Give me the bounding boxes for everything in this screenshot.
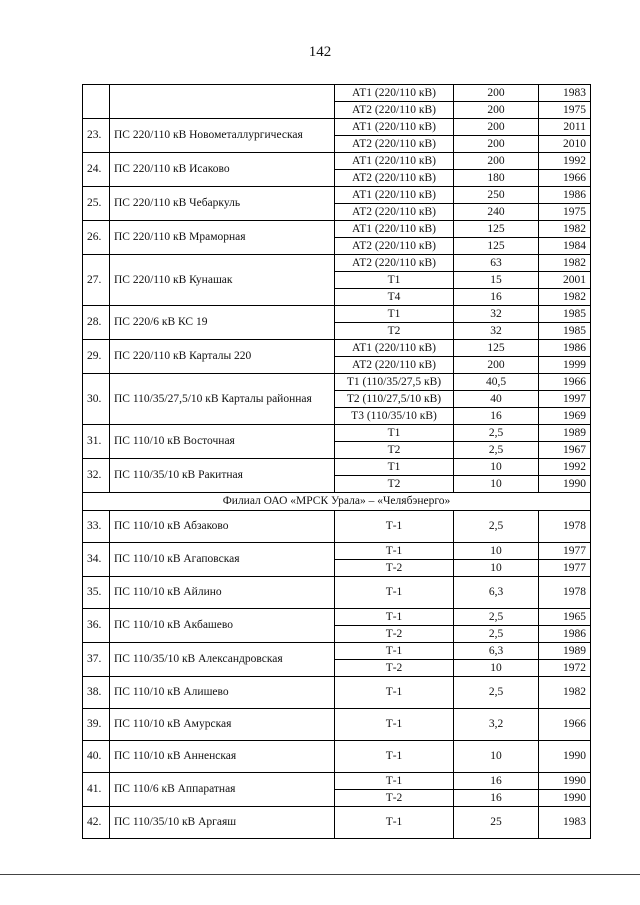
table-row	[83, 306, 591, 323]
transformer-cell: Т-1	[335, 577, 454, 609]
year-cell: 1992	[539, 153, 591, 170]
power-cell: 200	[454, 85, 539, 102]
transformer-cell: АТ1 (220/110 кВ)	[335, 119, 454, 136]
row-number: 36.	[83, 609, 110, 643]
substation-name: ПС 110/35/10 кВ Ракитная	[110, 459, 335, 493]
year-cell: 1985	[539, 306, 591, 323]
row-number: 30.	[83, 374, 110, 425]
year-cell: 1983	[539, 807, 591, 839]
year-cell: 2011	[539, 119, 591, 136]
table-row	[83, 119, 591, 136]
transformer-cell: Т1	[335, 459, 454, 476]
power-cell: 16	[454, 408, 539, 425]
power-cell: 125	[454, 238, 539, 255]
year-cell: 1986	[539, 187, 591, 204]
row-number: 34.	[83, 543, 110, 577]
transformer-cell: Т2 (110/27,5/10 кВ)	[335, 391, 454, 408]
transformer-cell: Т4	[335, 289, 454, 306]
table-row	[83, 577, 591, 609]
power-cell: 32	[454, 306, 539, 323]
year-cell: 1990	[539, 741, 591, 773]
year-cell: 1990	[539, 773, 591, 790]
power-cell: 2,5	[454, 442, 539, 459]
year-cell: 1986	[539, 626, 591, 643]
transformer-cell: АТ1 (220/110 кВ)	[335, 221, 454, 238]
year-cell: 1975	[539, 102, 591, 119]
power-cell: 3,2	[454, 709, 539, 741]
transformer-cell: Т-1	[335, 543, 454, 560]
power-cell: 200	[454, 136, 539, 153]
row-number: 38.	[83, 677, 110, 709]
section-title: Филиал ОАО «МРСК Урала» – «Челябэнерго»	[83, 493, 591, 511]
power-cell: 2,5	[454, 609, 539, 626]
transformer-cell: Т-1	[335, 807, 454, 839]
transformer-cell: Т1 (110/35/27,5 кВ)	[335, 374, 454, 391]
transformer-cell: Т-2	[335, 626, 454, 643]
transformer-cell: Т-1	[335, 511, 454, 543]
transformer-cell: Т-1	[335, 773, 454, 790]
transformer-cell: Т2	[335, 323, 454, 340]
year-cell: 1966	[539, 374, 591, 391]
substation-name: ПС 220/110 кВ Исаково	[110, 153, 335, 187]
transformer-cell: АТ2 (220/110 кВ)	[335, 204, 454, 221]
transformer-cell: Т1	[335, 425, 454, 442]
transformer-cell: Т2	[335, 442, 454, 459]
power-cell: 10	[454, 459, 539, 476]
row-number: 39.	[83, 709, 110, 741]
substation-name: ПС 110/10 кВ Айлино	[110, 577, 335, 609]
substation-name: ПС 220/110 кВ Мраморная	[110, 221, 335, 255]
substation-name: ПС 110/6 кВ Аппаратная	[110, 773, 335, 807]
power-cell: 10	[454, 476, 539, 493]
substation-name: ПС 110/35/10 кВ Александровская	[110, 643, 335, 677]
substation-name: ПС 110/10 кВ Абзаково	[110, 511, 335, 543]
substation-name: ПС 110/35/10 кВ Аргаяш	[110, 807, 335, 839]
power-cell: 125	[454, 340, 539, 357]
row-number: 23.	[83, 119, 110, 153]
transformer-cell: Т3 (110/35/10 кВ)	[335, 408, 454, 425]
power-cell: 16	[454, 773, 539, 790]
row-number: 42.	[83, 807, 110, 839]
row-number: 41.	[83, 773, 110, 807]
year-cell: 1990	[539, 790, 591, 807]
row-number: 27.	[83, 255, 110, 306]
table-row	[83, 643, 591, 660]
transformer-cell: Т-1	[335, 677, 454, 709]
table-row	[83, 153, 591, 170]
power-cell: 200	[454, 119, 539, 136]
row-number: 31.	[83, 425, 110, 459]
year-cell: 1967	[539, 442, 591, 459]
year-cell: 2010	[539, 136, 591, 153]
year-cell: 1982	[539, 289, 591, 306]
substation-name: ПС 110/10 кВ Анненская	[110, 741, 335, 773]
year-cell: 1966	[539, 709, 591, 741]
transformer-cell: АТ2 (220/110 кВ)	[335, 102, 454, 119]
power-cell: 10	[454, 543, 539, 560]
power-cell: 180	[454, 170, 539, 187]
year-cell: 1989	[539, 425, 591, 442]
table-row	[83, 677, 591, 709]
table-row	[83, 609, 591, 626]
substation-name: ПС 110/10 кВ Агаповская	[110, 543, 335, 577]
substation-name: ПС 220/110 кВ Чебаркуль	[110, 187, 335, 221]
power-cell: 250	[454, 187, 539, 204]
transformer-cell: Т-1	[335, 643, 454, 660]
power-cell: 10	[454, 741, 539, 773]
year-cell: 1983	[539, 85, 591, 102]
transformer-cell: Т-1	[335, 709, 454, 741]
substation-name: ПС 110/10 кВ Амурская	[110, 709, 335, 741]
table-row	[83, 773, 591, 790]
transformer-cell: АТ2 (220/110 кВ)	[335, 136, 454, 153]
power-cell: 6,3	[454, 643, 539, 660]
year-cell: 1999	[539, 357, 591, 374]
row-number: 24.	[83, 153, 110, 187]
year-cell: 1972	[539, 660, 591, 677]
transformer-cell: АТ2 (220/110 кВ)	[335, 238, 454, 255]
power-cell: 16	[454, 790, 539, 807]
row-number: 35.	[83, 577, 110, 609]
table-row	[83, 425, 591, 442]
power-cell: 200	[454, 357, 539, 374]
power-cell: 2,5	[454, 425, 539, 442]
row-number: 33.	[83, 511, 110, 543]
table-row	[83, 187, 591, 204]
year-cell: 2001	[539, 272, 591, 289]
power-cell: 6,3	[454, 577, 539, 609]
year-cell: 1975	[539, 204, 591, 221]
substation-name: ПС 110/10 кВ Алишево	[110, 677, 335, 709]
row-number	[83, 85, 110, 119]
table-row	[83, 511, 591, 543]
transformer-cell: АТ1 (220/110 кВ)	[335, 153, 454, 170]
row-number: 40.	[83, 741, 110, 773]
table-row	[83, 221, 591, 238]
power-cell: 2,5	[454, 677, 539, 709]
table-row	[83, 807, 591, 839]
power-cell: 15	[454, 272, 539, 289]
transformer-cell: АТ2 (220/110 кВ)	[335, 170, 454, 187]
table-row	[83, 543, 591, 560]
year-cell: 1965	[539, 609, 591, 626]
power-cell: 240	[454, 204, 539, 221]
bottom-rule	[0, 874, 640, 875]
power-cell: 25	[454, 807, 539, 839]
transformer-cell: Т-2	[335, 660, 454, 677]
table-row	[83, 340, 591, 357]
power-cell: 2,5	[454, 626, 539, 643]
year-cell: 1990	[539, 476, 591, 493]
substation-name: ПС 110/10 кВ Восточная	[110, 425, 335, 459]
year-cell: 1997	[539, 391, 591, 408]
year-cell: 1986	[539, 340, 591, 357]
year-cell: 1977	[539, 543, 591, 560]
table-row	[83, 709, 591, 741]
year-cell: 1982	[539, 221, 591, 238]
year-cell: 1978	[539, 511, 591, 543]
row-number: 28.	[83, 306, 110, 340]
transformer-cell: Т-2	[335, 560, 454, 577]
power-cell: 10	[454, 560, 539, 577]
substation-name: ПС 220/110 кВ Кунашак	[110, 255, 335, 306]
year-cell: 1989	[539, 643, 591, 660]
power-cell: 63	[454, 255, 539, 272]
substation-name: ПС 110/10 кВ Акбашево	[110, 609, 335, 643]
power-cell: 125	[454, 221, 539, 238]
substation-name: ПС 220/6 кВ КС 19	[110, 306, 335, 340]
transformer-cell: АТ1 (220/110 кВ)	[335, 187, 454, 204]
power-cell: 200	[454, 102, 539, 119]
table-row	[83, 374, 591, 391]
section-row	[83, 493, 591, 511]
year-cell: 1992	[539, 459, 591, 476]
year-cell: 1982	[539, 255, 591, 272]
power-cell: 200	[454, 153, 539, 170]
transformer-cell: АТ1 (220/110 кВ)	[335, 85, 454, 102]
year-cell: 1985	[539, 323, 591, 340]
table-row	[83, 741, 591, 773]
substation-name: ПС 220/110 кВ Новометаллургическая	[110, 119, 335, 153]
power-cell: 16	[454, 289, 539, 306]
row-number: 32.	[83, 459, 110, 493]
substation-name	[110, 85, 335, 119]
substation-name: ПС 220/110 кВ Карталы 220	[110, 340, 335, 374]
year-cell: 1966	[539, 170, 591, 187]
transformer-cell: Т1	[335, 306, 454, 323]
table-row	[83, 459, 591, 476]
transformer-cell: АТ1 (220/110 кВ)	[335, 340, 454, 357]
row-number: 37.	[83, 643, 110, 677]
year-cell: 1977	[539, 560, 591, 577]
power-cell: 32	[454, 323, 539, 340]
year-cell: 1982	[539, 677, 591, 709]
transformer-cell: Т1	[335, 272, 454, 289]
row-number: 25.	[83, 187, 110, 221]
row-number: 26.	[83, 221, 110, 255]
power-cell: 10	[454, 660, 539, 677]
transformer-cell: Т-1	[335, 741, 454, 773]
year-cell: 1969	[539, 408, 591, 425]
row-number: 29.	[83, 340, 110, 374]
substation-table	[82, 84, 591, 839]
year-cell: 1984	[539, 238, 591, 255]
table-row	[83, 255, 591, 272]
power-cell: 40	[454, 391, 539, 408]
transformer-cell: АТ2 (220/110 кВ)	[335, 255, 454, 272]
table-row	[83, 85, 591, 102]
transformer-cell: Т-2	[335, 790, 454, 807]
transformer-cell: Т2	[335, 476, 454, 493]
power-cell: 2,5	[454, 511, 539, 543]
power-cell: 40,5	[454, 374, 539, 391]
transformer-cell: Т-1	[335, 609, 454, 626]
transformer-cell: АТ2 (220/110 кВ)	[335, 357, 454, 374]
substation-name: ПС 110/35/27,5/10 кВ Карталы районная	[110, 374, 335, 425]
year-cell: 1978	[539, 577, 591, 609]
page-number: 142	[308, 44, 332, 60]
